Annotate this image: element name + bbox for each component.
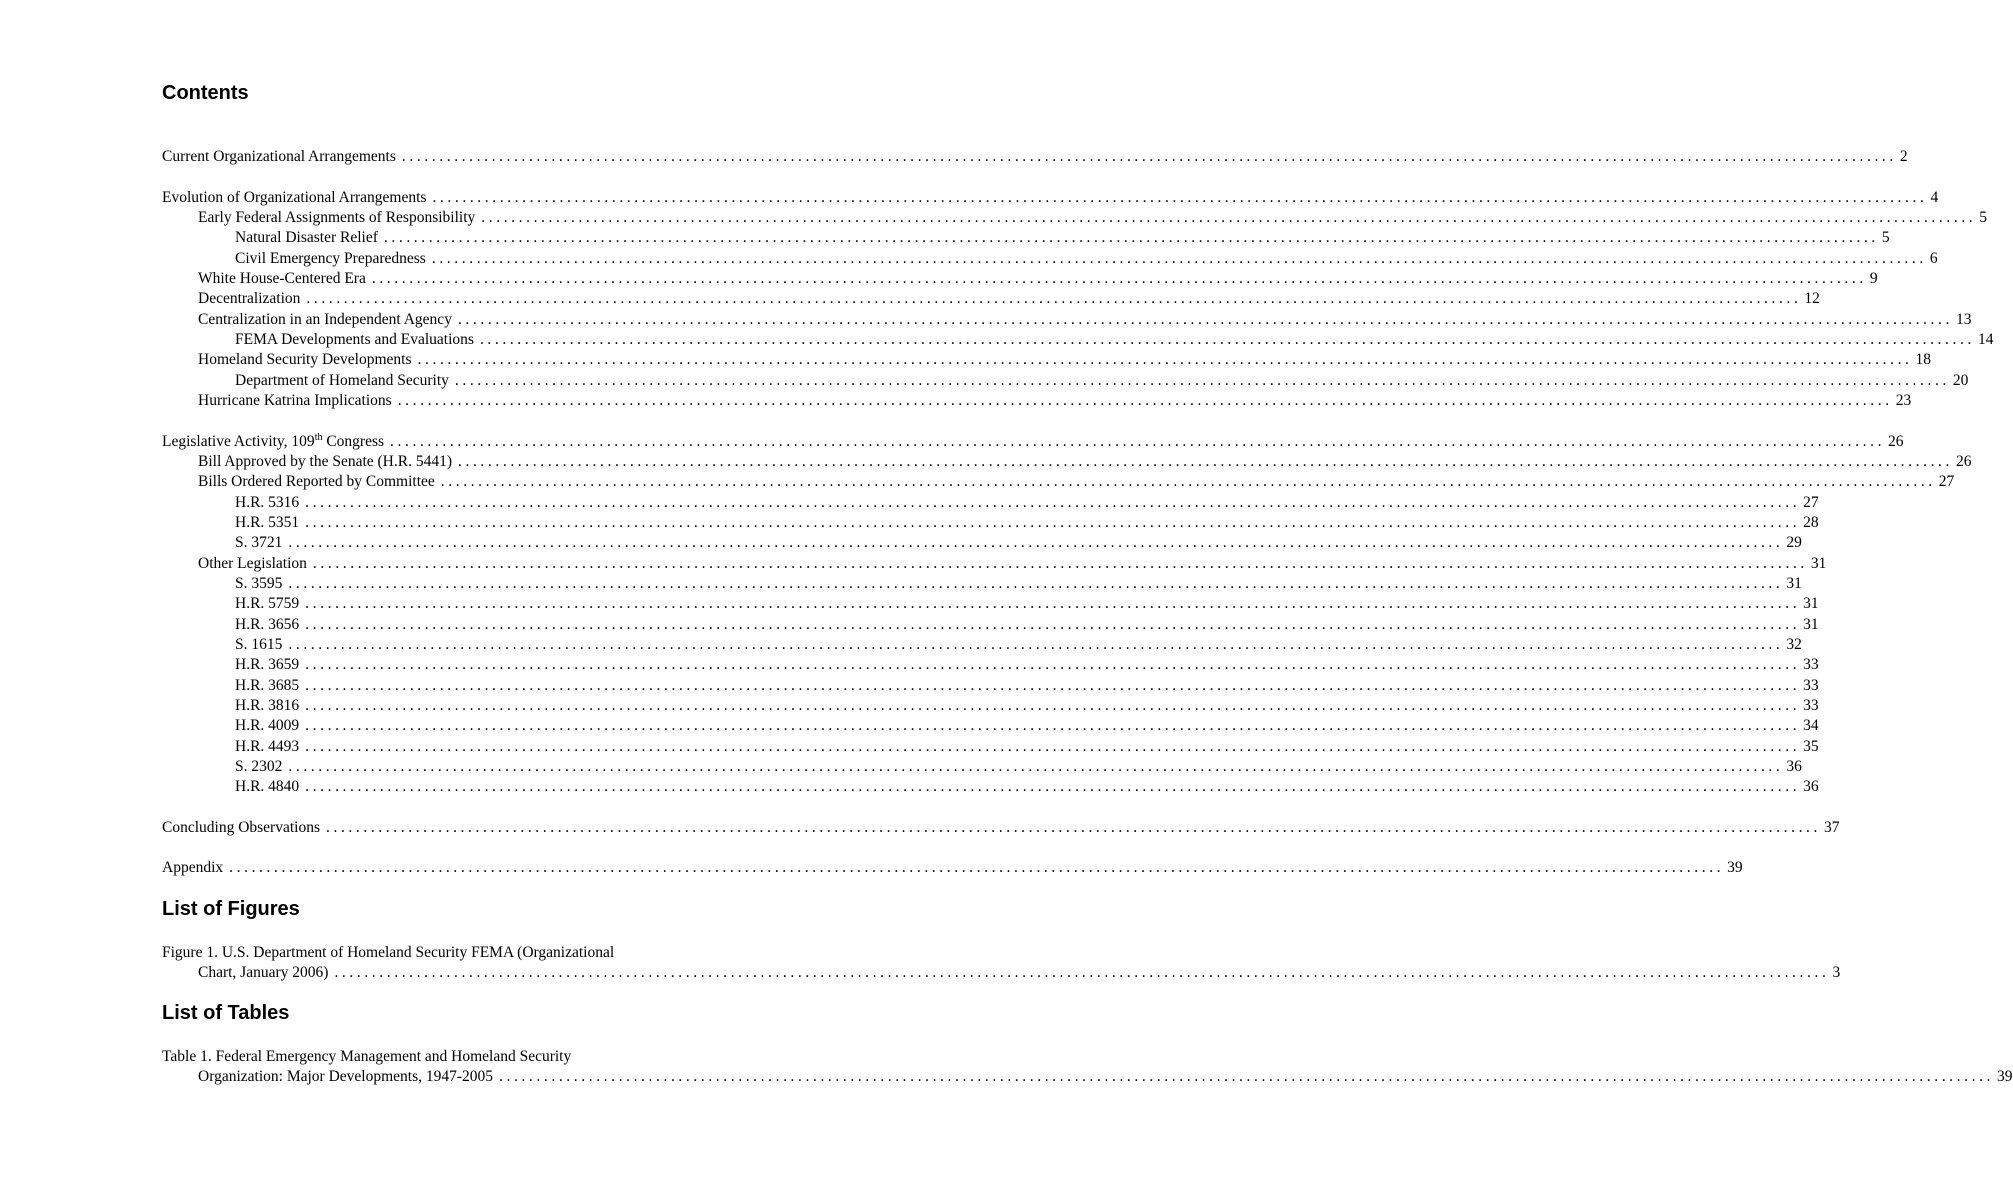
ordinal-superscript: th [314, 431, 323, 443]
dot-leader: ........................................................................................................................................................................................................ [481, 209, 1977, 226]
toc-entry-title: Evolution of Organizational Arrangements [162, 189, 427, 206]
dot-leader: ........................................................................................................................................................................................................ [458, 453, 1953, 470]
toc-entry-page: 2 [1899, 148, 1908, 165]
toc-entry-page: 6 [1929, 250, 1938, 267]
dot-leader: ........................................................................................................................................................................................................ [401, 148, 1897, 165]
toc-entry[interactable] [162, 493, 1819, 513]
dot-leader: ........................................................................................................................................................................................................ [288, 575, 1784, 592]
toc-entry-title: Decentralization [198, 290, 301, 307]
toc-entry-title: Centralization in an Independent Agency [198, 311, 452, 328]
toc-entry[interactable] [162, 208, 1988, 228]
toc-entry-title: H.R. 3685 [235, 677, 300, 694]
toc-entry-title-main: Legislative Activity, 109 [162, 433, 315, 450]
figure-entry[interactable] [162, 943, 1841, 983]
dot-leader: ........................................................................................................................................................................................................ [288, 758, 1784, 775]
dot-leader: ........................................................................................................................................................................................................ [334, 964, 1830, 981]
toc-entry-title: H.R. 3816 [235, 697, 300, 714]
toc-entry-page: 31 [1803, 595, 1819, 612]
toc-entry[interactable] [162, 289, 1820, 309]
toc-entry-title: H.R. 4493 [235, 738, 300, 755]
toc-entry-page: 9 [1869, 270, 1878, 287]
toc-entry-title [162, 432, 390, 452]
dot-leader: ........................................................................................................................................................................................................ [305, 494, 1801, 511]
toc-entry[interactable] [162, 594, 1819, 614]
toc-entry-page: 39 [1727, 859, 1743, 876]
toc-entry[interactable] [162, 249, 1938, 269]
table-entry[interactable] [162, 1047, 2013, 1087]
toc-entry-page: 31 [1786, 575, 1802, 592]
toc-entry-page: 27 [1803, 494, 1819, 511]
dot-leader: ........................................................................................................................................................................................................ [305, 616, 1801, 633]
table-entry-page: 39 [1997, 1068, 2013, 1085]
toc-entry-title: Hurricane Katrina Implications [198, 392, 392, 409]
toc-entry-title: S. 3595 [235, 575, 283, 592]
dot-leader: ........................................................................................................................................................................................................ [305, 778, 1801, 795]
toc-entry-title: S. 3721 [235, 534, 283, 551]
toc-entry-page: 35 [1803, 738, 1819, 755]
dot-leader: ........................................................................................................................................................................................................ [305, 656, 1801, 673]
toc-entry-page: 5 [1979, 209, 1988, 226]
toc-entry-page: 36 [1803, 778, 1819, 795]
toc-entry[interactable] [162, 310, 1972, 330]
toc-entry-page: 5 [1881, 229, 1890, 246]
toc-entry-page: 4 [1930, 189, 1939, 206]
toc-entry[interactable] [162, 696, 1819, 716]
dot-leader: ........................................................................................................................................................................................................ [305, 595, 1801, 612]
dot-leader: ........................................................................................................................................................................................................ [431, 250, 1927, 267]
dot-leader: ........................................................................................................................................................................................................ [440, 473, 1936, 490]
toc-entry[interactable] [162, 330, 1994, 350]
toc-entry[interactable] [162, 716, 1819, 736]
toc-entry-title: H.R. 5759 [235, 595, 300, 612]
toc-entry[interactable] [162, 188, 1939, 208]
toc-entry[interactable] [162, 431, 1904, 452]
dot-leader: ........................................................................................................................................................................................................ [305, 717, 1801, 734]
toc-entry-title: S. 1615 [235, 636, 283, 653]
toc-entry-title: Concluding Observations [162, 819, 320, 836]
toc-entry-title: H.R. 3656 [235, 616, 300, 633]
toc-entry-page: 29 [1786, 534, 1802, 551]
toc-entry[interactable] [162, 676, 1819, 696]
toc-entry-page: 33 [1803, 656, 1819, 673]
toc-entry-page: 23 [1895, 392, 1912, 409]
dot-leader: ........................................................................................................................................................................................................ [288, 534, 1784, 551]
dot-leader: ........................................................................................................................................................................................................ [432, 189, 1928, 206]
toc-entry[interactable] [162, 472, 1955, 492]
toc-entry-title: Appendix [162, 859, 224, 876]
figure-entry-line2: Chart, January 2006) [198, 964, 329, 981]
toc-entry-page: 26 [1956, 453, 1972, 470]
dot-leader: ........................................................................................................................................................................................................ [305, 514, 1801, 531]
toc-entry-title: S. 2302 [235, 758, 283, 775]
toc-entry[interactable] [162, 554, 1827, 574]
toc-entry-page: 33 [1803, 677, 1819, 694]
dot-leader: ........................................................................................................................................................................................................ [397, 392, 1893, 409]
dot-leader: ........................................................................................................................................................................................................ [390, 433, 1886, 450]
toc-entry[interactable] [162, 737, 1819, 757]
table-entry-line2-row [162, 1067, 2013, 1087]
dot-leader: ........................................................................................................................................................................................................ [305, 697, 1801, 714]
toc-entry[interactable] [162, 533, 1802, 553]
toc-entry[interactable] [162, 615, 1819, 635]
table-entry-line1: Table 1. Federal Emergency Management and Homeland Security [162, 1048, 572, 1065]
toc-entry[interactable] [162, 228, 1890, 248]
toc-entry[interactable] [162, 452, 1972, 472]
toc-entry[interactable] [162, 350, 1932, 370]
dot-leader: ........................................................................................................................................................................................................ [305, 677, 1801, 694]
toc-entry-page: 13 [1955, 311, 1972, 328]
toc-entry[interactable] [162, 147, 1908, 167]
toc-entry-title: H.R. 4840 [235, 778, 300, 795]
dot-leader: ........................................................................................................................................................................................................ [306, 290, 1802, 307]
toc-entry-page: 32 [1786, 636, 1802, 653]
toc-entry-title: FEMA Developments and Evaluations [235, 331, 474, 348]
toc-entry-page: 27 [1938, 473, 1955, 490]
toc-entry-page: 31 [1803, 616, 1819, 633]
toc-entry-title: White House-Centered Era [198, 270, 366, 287]
dot-leader: ........................................................................................................................................................................................................ [371, 270, 1867, 287]
toc-entry-page: 20 [1952, 372, 1969, 389]
dot-leader: ........................................................................................................................................................................................................ [479, 331, 1975, 348]
figure-entry-page: 3 [1832, 964, 1841, 981]
toc-entry[interactable] [162, 858, 1743, 878]
toc-entry-page: 26 [1888, 433, 1904, 450]
toc-entry-page: 12 [1804, 290, 1820, 307]
dot-leader: ........................................................................................................................................................................................................ [326, 819, 1821, 836]
toc-entry-title: Current Organizational Arrangements [162, 148, 396, 165]
toc-entry-title: H.R. 5351 [235, 514, 300, 531]
figure-entry-line2-row [162, 963, 1841, 983]
dot-leader: ........................................................................................................................................................................................................ [499, 1068, 1995, 1085]
toc-entry[interactable] [162, 777, 1819, 797]
toc-entry[interactable] [162, 757, 1802, 777]
dot-leader: ........................................................................................................................................................................................................ [305, 738, 1801, 755]
dot-leader: ........................................................................................................................................................................................................ [288, 636, 1784, 653]
toc-entry[interactable] [162, 655, 1819, 675]
toc-entry[interactable] [162, 574, 1802, 594]
toc-entry[interactable] [162, 818, 1840, 838]
toc-entry-title: Natural Disaster Relief [235, 229, 378, 246]
toc-entry-title: H.R. 5316 [235, 494, 300, 511]
toc-entry-title: Department of Homeland Security [235, 372, 449, 389]
dot-leader: ........................................................................................................................................................................................................ [229, 859, 1725, 876]
toc-entry-title: Early Federal Assignments of Responsibility [198, 209, 476, 226]
dot-leader: ........................................................................................................................................................................................................ [417, 351, 1913, 368]
figure-entry-line1: Figure 1. U.S. Department of Homeland Security FEMA (Organizational [162, 944, 615, 961]
toc-entry-title: Bills Ordered Reported by Committee [198, 473, 435, 490]
list-of-figures-heading: List of Figures [162, 898, 300, 920]
toc-entry-page: 37 [1824, 819, 1840, 836]
toc-entry-page: 36 [1786, 758, 1802, 775]
toc-entry-page: 33 [1803, 697, 1819, 714]
toc-entry[interactable] [162, 635, 1802, 655]
toc-entry[interactable] [162, 513, 1819, 533]
toc-entry-title: Bill Approved by the Senate (H.R. 5441) [198, 453, 452, 470]
toc-entry-title: Homeland Security Developments [198, 351, 412, 368]
toc-entry-title: H.R. 3659 [235, 656, 300, 673]
toc-entry-page: 18 [1915, 351, 1932, 368]
toc-entry[interactable] [162, 269, 1878, 289]
toc-entry-title: Other Legislation [198, 555, 307, 572]
toc-entry[interactable] [162, 391, 1912, 411]
toc-entry-page: 14 [1977, 331, 1994, 348]
toc-entry[interactable] [162, 371, 1969, 391]
dot-leader: ........................................................................................................................................................................................................ [454, 372, 1950, 389]
contents-heading: Contents [162, 82, 249, 104]
toc-entry-title: Civil Emergency Preparedness [235, 250, 426, 267]
toc-entry-page: 31 [1810, 555, 1827, 572]
table-entry-line2: Organization: Major Developments, 1947-2005 [198, 1068, 494, 1085]
toc-entry-page: 28 [1803, 514, 1819, 531]
dot-leader: ........................................................................................................................................................................................................ [383, 229, 1879, 246]
toc-entry-page: 34 [1803, 717, 1819, 734]
list-of-tables-heading: List of Tables [162, 1002, 290, 1024]
toc-entry-title: H.R. 4009 [235, 717, 300, 734]
dot-leader: ........................................................................................................................................................................................................ [457, 311, 1953, 328]
dot-leader: ........................................................................................................................................................................................................ [312, 555, 1808, 572]
toc-entry-title-rest: Congress [322, 433, 385, 450]
